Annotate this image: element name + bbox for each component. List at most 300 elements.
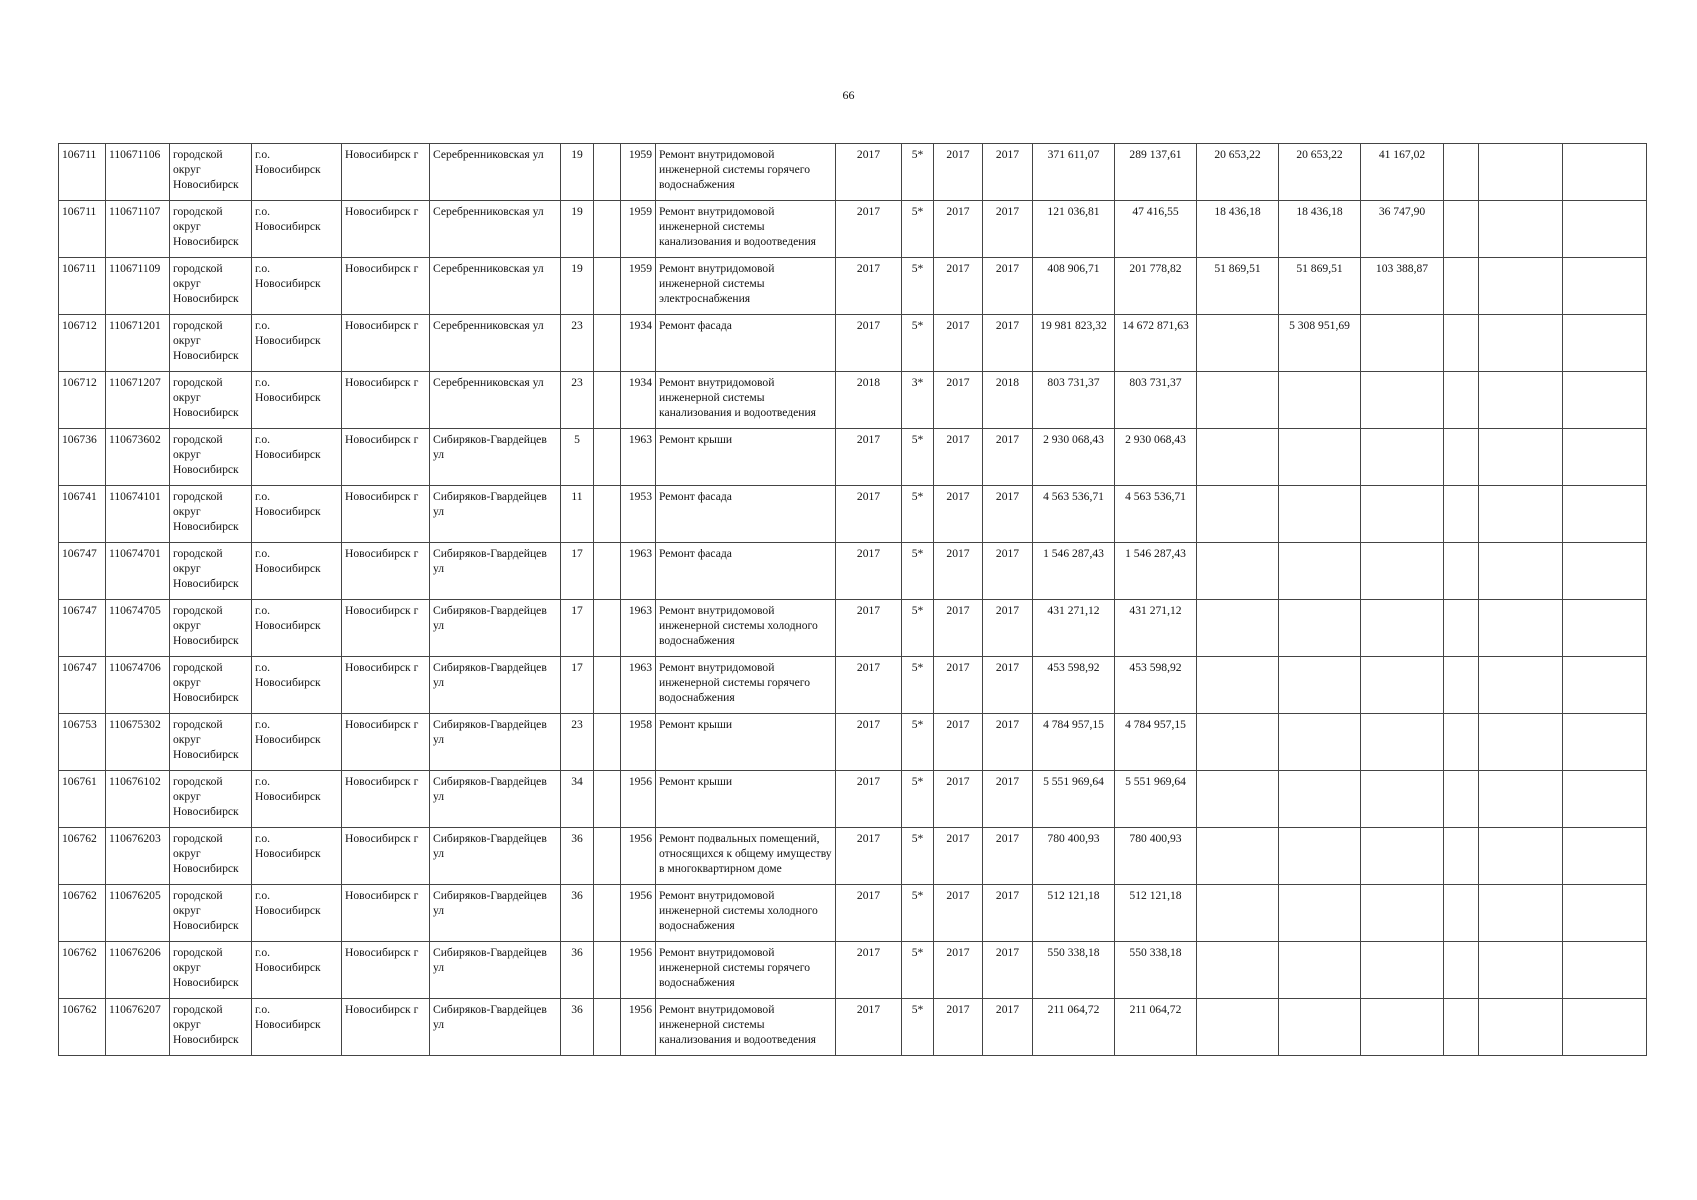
floors-cell: 5* <box>902 714 934 771</box>
end-year-cell: 2017 <box>983 144 1033 201</box>
plan-year-cell: 2017 <box>836 714 902 771</box>
street-cell: Серебренниковская ул <box>430 315 561 372</box>
work-type-cell: Ремонт фасада <box>656 486 836 543</box>
municipality-cell: г.о. Новосибирск <box>252 828 342 885</box>
budget-cell <box>1197 315 1279 372</box>
budget-cell: 36 747,90 <box>1361 201 1444 258</box>
floors-cell: 5* <box>902 144 934 201</box>
empty-cell <box>594 315 621 372</box>
municipality-cell: г.о. Новосибирск <box>252 315 342 372</box>
fund-cost-cell: 431 271,12 <box>1115 600 1197 657</box>
budget-cell <box>1197 372 1279 429</box>
empty-cell <box>594 429 621 486</box>
empty-cell <box>1563 258 1647 315</box>
total-cost-cell: 2 930 068,43 <box>1033 429 1115 486</box>
object-id-cell: 106712 <box>59 372 106 429</box>
budget-cell <box>1361 486 1444 543</box>
house-number-cell: 19 <box>561 144 594 201</box>
budget-cell <box>1197 885 1279 942</box>
work-code-cell: 110671109 <box>106 258 170 315</box>
start-year-cell: 2017 <box>934 657 983 714</box>
empty-cell <box>594 999 621 1056</box>
year-built-cell: 1959 <box>621 258 656 315</box>
empty-cell <box>1444 600 1479 657</box>
empty-cell <box>1479 600 1563 657</box>
end-year-cell: 2017 <box>983 657 1033 714</box>
start-year-cell: 2017 <box>934 600 983 657</box>
city-cell: Новосибирск г <box>342 486 430 543</box>
floors-cell: 5* <box>902 828 934 885</box>
empty-cell <box>594 771 621 828</box>
city-cell: Новосибирск г <box>342 714 430 771</box>
fund-cost-cell: 780 400,93 <box>1115 828 1197 885</box>
object-id-cell: 106747 <box>59 543 106 600</box>
empty-cell <box>1563 885 1647 942</box>
year-built-cell: 1956 <box>621 999 656 1056</box>
start-year-cell: 2017 <box>934 258 983 315</box>
fund-cost-cell: 201 778,82 <box>1115 258 1197 315</box>
district-cell: городской округ Новосибирск <box>170 942 252 999</box>
year-built-cell: 1963 <box>621 657 656 714</box>
house-number-cell: 34 <box>561 771 594 828</box>
plan-year-cell: 2017 <box>836 429 902 486</box>
empty-cell <box>1479 315 1563 372</box>
street-cell: Сибиряков-Гвардейцев ул <box>430 543 561 600</box>
municipality-cell: г.о. Новосибирск <box>252 714 342 771</box>
empty-cell <box>594 372 621 429</box>
street-cell: Сибиряков-Гвардейцев ул <box>430 771 561 828</box>
budget-cell <box>1197 942 1279 999</box>
street-cell: Серебренниковская ул <box>430 144 561 201</box>
city-cell: Новосибирск г <box>342 828 430 885</box>
street-cell: Сибиряков-Гвардейцев ул <box>430 600 561 657</box>
district-cell: городской округ Новосибирск <box>170 600 252 657</box>
plan-year-cell: 2017 <box>836 486 902 543</box>
total-cost-cell: 453 598,92 <box>1033 657 1115 714</box>
empty-cell <box>1444 657 1479 714</box>
budget-cell: 18 436,18 <box>1197 201 1279 258</box>
object-id-cell: 106711 <box>59 144 106 201</box>
end-year-cell: 2017 <box>983 942 1033 999</box>
empty-cell <box>1444 372 1479 429</box>
street-cell: Сибиряков-Гвардейцев ул <box>430 486 561 543</box>
empty-cell <box>1444 942 1479 999</box>
district-cell: городской округ Новосибирск <box>170 144 252 201</box>
empty-cell <box>1444 429 1479 486</box>
street-cell: Сибиряков-Гвардейцев ул <box>430 657 561 714</box>
end-year-cell: 2017 <box>983 201 1033 258</box>
work-type-cell: Ремонт внутридомовой инженерной системы канализования и водоотведения <box>656 201 836 258</box>
municipality-cell: г.о. Новосибирск <box>252 372 342 429</box>
year-built-cell: 1956 <box>621 885 656 942</box>
municipality-cell: г.о. Новосибирск <box>252 258 342 315</box>
empty-cell <box>1479 429 1563 486</box>
budget-cell <box>1361 828 1444 885</box>
work-code-cell: 110671106 <box>106 144 170 201</box>
plan-year-cell: 2017 <box>836 999 902 1056</box>
work-code-cell: 110676207 <box>106 999 170 1056</box>
total-cost-cell: 371 611,07 <box>1033 144 1115 201</box>
fund-cost-cell: 1 546 287,43 <box>1115 543 1197 600</box>
empty-cell <box>1563 201 1647 258</box>
street-cell: Сибиряков-Гвардейцев ул <box>430 714 561 771</box>
district-cell: городской округ Новосибирск <box>170 486 252 543</box>
fund-cost-cell: 803 731,37 <box>1115 372 1197 429</box>
object-id-cell: 106753 <box>59 714 106 771</box>
floors-cell: 5* <box>902 885 934 942</box>
budget-cell: 51 869,51 <box>1279 258 1361 315</box>
object-id-cell: 106761 <box>59 771 106 828</box>
start-year-cell: 2017 <box>934 714 983 771</box>
table-row <box>59 543 1647 600</box>
empty-cell <box>1444 315 1479 372</box>
budget-cell <box>1197 714 1279 771</box>
empty-cell <box>1479 999 1563 1056</box>
end-year-cell: 2017 <box>983 486 1033 543</box>
district-cell: городской округ Новосибирск <box>170 543 252 600</box>
budget-cell: 5 308 951,69 <box>1279 315 1361 372</box>
city-cell: Новосибирск г <box>342 885 430 942</box>
empty-cell <box>1563 999 1647 1056</box>
city-cell: Новосибирск г <box>342 258 430 315</box>
floors-cell: 5* <box>902 543 934 600</box>
end-year-cell: 2017 <box>983 600 1033 657</box>
street-cell: Сибиряков-Гвардейцев ул <box>430 942 561 999</box>
object-id-cell: 106747 <box>59 657 106 714</box>
work-type-cell: Ремонт подвальных помещений, относящихся к общему имуществу в многоквартирном доме <box>656 828 836 885</box>
empty-cell <box>1444 486 1479 543</box>
empty-cell <box>594 942 621 999</box>
table-row <box>59 828 1647 885</box>
plan-year-cell: 2017 <box>836 600 902 657</box>
table-row <box>59 600 1647 657</box>
year-built-cell: 1953 <box>621 486 656 543</box>
work-code-cell: 110676206 <box>106 942 170 999</box>
empty-cell <box>1444 828 1479 885</box>
district-cell: городской округ Новосибирск <box>170 885 252 942</box>
fund-cost-cell: 14 672 871,63 <box>1115 315 1197 372</box>
district-cell: городской округ Новосибирск <box>170 201 252 258</box>
budget-cell <box>1279 828 1361 885</box>
empty-cell <box>1563 144 1647 201</box>
budget-cell <box>1361 600 1444 657</box>
total-cost-cell: 5 551 969,64 <box>1033 771 1115 828</box>
budget-cell <box>1279 771 1361 828</box>
budget-cell: 103 388,87 <box>1361 258 1444 315</box>
house-number-cell: 36 <box>561 828 594 885</box>
city-cell: Новосибирск г <box>342 999 430 1056</box>
district-cell: городской округ Новосибирск <box>170 258 252 315</box>
budget-cell <box>1279 942 1361 999</box>
district-cell: городской округ Новосибирск <box>170 828 252 885</box>
budget-cell <box>1279 714 1361 771</box>
floors-cell: 5* <box>902 315 934 372</box>
street-cell: Сибиряков-Гвардейцев ул <box>430 429 561 486</box>
start-year-cell: 2017 <box>934 144 983 201</box>
work-type-cell: Ремонт фасада <box>656 543 836 600</box>
municipality-cell: г.о. Новосибирск <box>252 771 342 828</box>
end-year-cell: 2017 <box>983 429 1033 486</box>
budget-cell <box>1197 486 1279 543</box>
empty-cell <box>1479 885 1563 942</box>
budget-cell <box>1279 999 1361 1056</box>
municipality-cell: г.о. Новосибирск <box>252 201 342 258</box>
fund-cost-cell: 211 064,72 <box>1115 999 1197 1056</box>
budget-cell <box>1279 600 1361 657</box>
end-year-cell: 2017 <box>983 885 1033 942</box>
total-cost-cell: 550 338,18 <box>1033 942 1115 999</box>
budget-cell <box>1361 942 1444 999</box>
budget-cell <box>1279 657 1361 714</box>
end-year-cell: 2017 <box>983 828 1033 885</box>
empty-cell <box>1563 771 1647 828</box>
empty-cell <box>1563 543 1647 600</box>
empty-cell <box>1563 315 1647 372</box>
municipality-cell: г.о. Новосибирск <box>252 429 342 486</box>
total-cost-cell: 780 400,93 <box>1033 828 1115 885</box>
budget-cell: 18 436,18 <box>1279 201 1361 258</box>
floors-cell: 3* <box>902 372 934 429</box>
end-year-cell: 2017 <box>983 999 1033 1056</box>
work-code-cell: 110671201 <box>106 315 170 372</box>
budget-cell: 20 653,22 <box>1279 144 1361 201</box>
empty-cell <box>1479 771 1563 828</box>
city-cell: Новосибирск г <box>342 600 430 657</box>
repair-program-table <box>58 143 1647 1056</box>
end-year-cell: 2017 <box>983 315 1033 372</box>
year-built-cell: 1963 <box>621 543 656 600</box>
house-number-cell: 23 <box>561 714 594 771</box>
house-number-cell: 17 <box>561 657 594 714</box>
empty-cell <box>1479 258 1563 315</box>
empty-cell <box>594 885 621 942</box>
district-cell: городской округ Новосибирск <box>170 714 252 771</box>
street-cell: Серебренниковская ул <box>430 201 561 258</box>
start-year-cell: 2017 <box>934 828 983 885</box>
total-cost-cell: 1 546 287,43 <box>1033 543 1115 600</box>
total-cost-cell: 512 121,18 <box>1033 885 1115 942</box>
city-cell: Новосибирск г <box>342 201 430 258</box>
empty-cell <box>594 201 621 258</box>
city-cell: Новосибирск г <box>342 144 430 201</box>
fund-cost-cell: 4 563 536,71 <box>1115 486 1197 543</box>
empty-cell <box>1479 486 1563 543</box>
start-year-cell: 2017 <box>934 771 983 828</box>
district-cell: городской округ Новосибирск <box>170 657 252 714</box>
street-cell: Серебренниковская ул <box>430 258 561 315</box>
start-year-cell: 2017 <box>934 885 983 942</box>
empty-cell <box>594 543 621 600</box>
empty-cell <box>1563 429 1647 486</box>
budget-cell <box>1279 372 1361 429</box>
floors-cell: 5* <box>902 942 934 999</box>
municipality-cell: г.о. Новосибирск <box>252 885 342 942</box>
house-number-cell: 23 <box>561 372 594 429</box>
work-type-cell: Ремонт крыши <box>656 714 836 771</box>
plan-year-cell: 2017 <box>836 942 902 999</box>
object-id-cell: 106762 <box>59 999 106 1056</box>
work-type-cell: Ремонт внутридомовой инженерной системы канализования и водоотведения <box>656 372 836 429</box>
page-number: 66 <box>842 88 855 102</box>
district-cell: городской округ Новосибирск <box>170 372 252 429</box>
year-built-cell: 1959 <box>621 201 656 258</box>
total-cost-cell: 4 563 536,71 <box>1033 486 1115 543</box>
year-built-cell: 1934 <box>621 372 656 429</box>
end-year-cell: 2017 <box>983 258 1033 315</box>
object-id-cell: 106747 <box>59 600 106 657</box>
plan-year-cell: 2017 <box>836 315 902 372</box>
work-code-cell: 110676205 <box>106 885 170 942</box>
empty-cell <box>1444 144 1479 201</box>
table-row <box>59 999 1647 1056</box>
district-cell: городской округ Новосибирск <box>170 771 252 828</box>
fund-cost-cell: 4 784 957,15 <box>1115 714 1197 771</box>
work-type-cell: Ремонт внутридомовой инженерной системы горячего водоснабжения <box>656 657 836 714</box>
total-cost-cell: 431 271,12 <box>1033 600 1115 657</box>
street-cell: Сибиряков-Гвардейцев ул <box>430 828 561 885</box>
municipality-cell: г.о. Новосибирск <box>252 657 342 714</box>
city-cell: Новосибирск г <box>342 543 430 600</box>
budget-cell <box>1279 429 1361 486</box>
start-year-cell: 2017 <box>934 543 983 600</box>
work-code-cell: 110673602 <box>106 429 170 486</box>
work-type-cell: Ремонт внутридомовой инженерной системы электроснабжения <box>656 258 836 315</box>
budget-cell <box>1197 543 1279 600</box>
plan-year-cell: 2017 <box>836 258 902 315</box>
empty-cell <box>1444 771 1479 828</box>
municipality-cell: г.о. Новосибирск <box>252 999 342 1056</box>
municipality-cell: г.о. Новосибирск <box>252 600 342 657</box>
empty-cell <box>1563 486 1647 543</box>
work-code-cell: 110671207 <box>106 372 170 429</box>
city-cell: Новосибирск г <box>342 771 430 828</box>
total-cost-cell: 211 064,72 <box>1033 999 1115 1056</box>
fund-cost-cell: 550 338,18 <box>1115 942 1197 999</box>
city-cell: Новосибирск г <box>342 942 430 999</box>
plan-year-cell: 2017 <box>836 144 902 201</box>
empty-cell <box>1479 942 1563 999</box>
house-number-cell: 23 <box>561 315 594 372</box>
empty-cell <box>1444 885 1479 942</box>
house-number-cell: 11 <box>561 486 594 543</box>
empty-cell <box>1444 201 1479 258</box>
empty-cell <box>1444 714 1479 771</box>
empty-cell <box>1444 543 1479 600</box>
work-code-cell: 110675302 <box>106 714 170 771</box>
budget-cell <box>1361 315 1444 372</box>
total-cost-cell: 408 906,71 <box>1033 258 1115 315</box>
work-code-cell: 110674705 <box>106 600 170 657</box>
total-cost-cell: 19 981 823,32 <box>1033 315 1115 372</box>
work-type-cell: Ремонт внутридомовой инженерной системы канализования и водоотведения <box>656 999 836 1056</box>
start-year-cell: 2017 <box>934 486 983 543</box>
district-cell: городской округ Новосибирск <box>170 999 252 1056</box>
object-id-cell: 106741 <box>59 486 106 543</box>
house-number-cell: 17 <box>561 543 594 600</box>
district-cell: городской округ Новосибирск <box>170 429 252 486</box>
table-row <box>59 657 1647 714</box>
year-built-cell: 1963 <box>621 600 656 657</box>
empty-cell <box>594 144 621 201</box>
work-code-cell: 110671107 <box>106 201 170 258</box>
floors-cell: 5* <box>902 429 934 486</box>
work-type-cell: Ремонт внутридомовой инженерной системы горячего водоснабжения <box>656 942 836 999</box>
start-year-cell: 2017 <box>934 429 983 486</box>
floors-cell: 5* <box>902 657 934 714</box>
floors-cell: 5* <box>902 600 934 657</box>
budget-cell <box>1279 486 1361 543</box>
plan-year-cell: 2017 <box>836 657 902 714</box>
city-cell: Новосибирск г <box>342 429 430 486</box>
budget-cell <box>1279 885 1361 942</box>
budget-cell <box>1361 999 1444 1056</box>
budget-cell <box>1361 714 1444 771</box>
table-row <box>59 429 1647 486</box>
fund-cost-cell: 512 121,18 <box>1115 885 1197 942</box>
budget-cell <box>1361 885 1444 942</box>
empty-cell <box>1479 828 1563 885</box>
empty-cell <box>1479 657 1563 714</box>
work-type-cell: Ремонт фасада <box>656 315 836 372</box>
year-built-cell: 1963 <box>621 429 656 486</box>
work-type-cell: Ремонт внутридомовой инженерной системы горячего водоснабжения <box>656 144 836 201</box>
floors-cell: 5* <box>902 258 934 315</box>
budget-cell <box>1361 372 1444 429</box>
object-id-cell: 106711 <box>59 201 106 258</box>
budget-cell <box>1361 657 1444 714</box>
start-year-cell: 2017 <box>934 999 983 1056</box>
object-id-cell: 106762 <box>59 942 106 999</box>
city-cell: Новосибирск г <box>342 657 430 714</box>
empty-cell <box>594 828 621 885</box>
budget-cell: 51 869,51 <box>1197 258 1279 315</box>
fund-cost-cell: 289 137,61 <box>1115 144 1197 201</box>
house-number-cell: 19 <box>561 258 594 315</box>
table-row <box>59 258 1647 315</box>
empty-cell <box>594 258 621 315</box>
fund-cost-cell: 2 930 068,43 <box>1115 429 1197 486</box>
street-cell: Сибиряков-Гвардейцев ул <box>430 885 561 942</box>
budget-cell <box>1197 828 1279 885</box>
plan-year-cell: 2017 <box>836 201 902 258</box>
budget-cell <box>1361 771 1444 828</box>
budget-cell: 20 653,22 <box>1197 144 1279 201</box>
empty-cell <box>594 600 621 657</box>
floors-cell: 5* <box>902 486 934 543</box>
start-year-cell: 2017 <box>934 942 983 999</box>
empty-cell <box>1563 942 1647 999</box>
end-year-cell: 2017 <box>983 543 1033 600</box>
house-number-cell: 36 <box>561 942 594 999</box>
total-cost-cell: 121 036,81 <box>1033 201 1115 258</box>
empty-cell <box>1479 372 1563 429</box>
street-cell: Сибиряков-Гвардейцев ул <box>430 999 561 1056</box>
empty-cell <box>1563 657 1647 714</box>
budget-cell: 41 167,02 <box>1361 144 1444 201</box>
end-year-cell: 2017 <box>983 714 1033 771</box>
empty-cell <box>1563 714 1647 771</box>
object-id-cell: 106711 <box>59 258 106 315</box>
table-row <box>59 486 1647 543</box>
table-row <box>59 942 1647 999</box>
empty-cell <box>594 657 621 714</box>
budget-cell <box>1279 543 1361 600</box>
budget-cell <box>1197 999 1279 1056</box>
work-code-cell: 110674701 <box>106 543 170 600</box>
fund-cost-cell: 5 551 969,64 <box>1115 771 1197 828</box>
object-id-cell: 106762 <box>59 828 106 885</box>
empty-cell <box>1444 999 1479 1056</box>
